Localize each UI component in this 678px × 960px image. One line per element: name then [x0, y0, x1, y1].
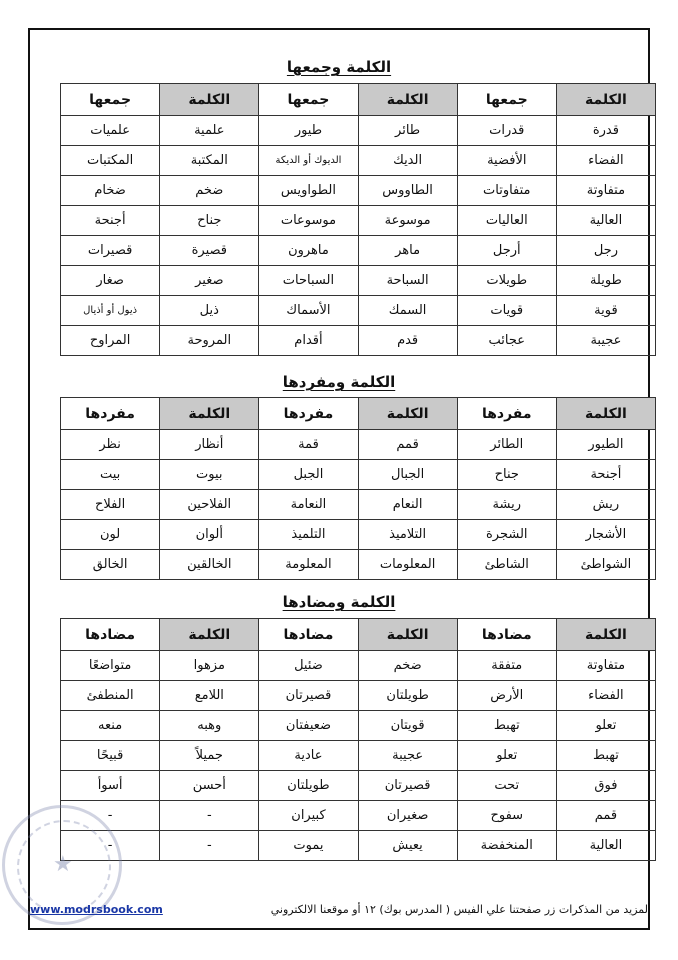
- column-header-answer: جمعها: [457, 84, 556, 116]
- word-cell: موسوعة: [358, 206, 457, 236]
- footer-text: لمزيد من المذكرات زر صفحتنا علي الفيس ( المدرس بوك) ١٢ أو موقعنا الالكتروني: [270, 903, 648, 916]
- word-cell: قمم: [358, 430, 457, 460]
- word-cell: قدرة: [556, 116, 655, 146]
- word-cell: السباحة: [358, 266, 457, 296]
- word-cell: أجنحة: [556, 460, 655, 490]
- watermark-star-icon: ★: [53, 852, 73, 877]
- singulars-table: [60, 397, 656, 580]
- answer-cell: نظر: [61, 430, 160, 460]
- column-header-word: الكلمة: [556, 398, 655, 430]
- word-cell: الطيور: [556, 430, 655, 460]
- header-row: [61, 84, 656, 116]
- column-header-answer: مفردها: [457, 398, 556, 430]
- answer-cell: كبيران: [259, 801, 358, 831]
- word-cell: رجل: [556, 236, 655, 266]
- word-cell: الديك: [358, 146, 457, 176]
- word-cell: عجيبة: [358, 741, 457, 771]
- column-header-answer: مفردها: [61, 398, 160, 430]
- answer-cell: طيور: [259, 116, 358, 146]
- answer-cell: قصيرات: [61, 236, 160, 266]
- table-row: [61, 326, 656, 356]
- answer-cell: -: [61, 831, 160, 861]
- answer-cell: السباحات: [259, 266, 358, 296]
- word-cell: -: [160, 801, 259, 831]
- table-row: [61, 550, 656, 580]
- table-row: [61, 520, 656, 550]
- column-header-word: الكلمة: [160, 398, 259, 430]
- word-cell: طائر: [358, 116, 457, 146]
- answer-cell: صغار: [61, 266, 160, 296]
- answer-cell: متواضعًا: [61, 651, 160, 681]
- word-cell: قصيرتان: [358, 771, 457, 801]
- column-header-word: الكلمة: [358, 398, 457, 430]
- column-header-word: الكلمة: [358, 84, 457, 116]
- answer-cell: الطواويس: [259, 176, 358, 206]
- section-title-antonyms: الكلمة ومضادها: [282, 593, 396, 611]
- word-cell: الطاووس: [358, 176, 457, 206]
- answer-cell: متفقة: [457, 651, 556, 681]
- word-cell: قمم: [556, 801, 655, 831]
- word-cell: الشواطئ: [556, 550, 655, 580]
- word-cell: علمية: [160, 116, 259, 146]
- word-cell: التلاميذ: [358, 520, 457, 550]
- table-row: [61, 146, 656, 176]
- answer-cell: قصيرتان: [259, 681, 358, 711]
- answer-cell: الأرض: [457, 681, 556, 711]
- header-row: [61, 619, 656, 651]
- answer-cell: الشجرة: [457, 520, 556, 550]
- table-row: [61, 651, 656, 681]
- word-cell: الفلاحين: [160, 490, 259, 520]
- word-cell: قويتان: [358, 711, 457, 741]
- table-row: [61, 681, 656, 711]
- word-cell: أحسن: [160, 771, 259, 801]
- answer-cell: المنطفئ: [61, 681, 160, 711]
- answer-cell: الفلاح: [61, 490, 160, 520]
- column-header-answer: مضادها: [259, 619, 358, 651]
- answer-cell: أجنحة: [61, 206, 160, 236]
- answer-cell: العاليات: [457, 206, 556, 236]
- table-row: [61, 206, 656, 236]
- column-header-word: الكلمة: [358, 619, 457, 651]
- table-row: [61, 430, 656, 460]
- section-title-plurals: الكلمة وجمعها: [286, 58, 392, 76]
- answer-cell: لون: [61, 520, 160, 550]
- column-header-word: الكلمة: [556, 619, 655, 651]
- table-row: [61, 176, 656, 206]
- column-header-word: الكلمة: [556, 84, 655, 116]
- word-cell: متفاوتة: [556, 651, 655, 681]
- answer-cell: التلميذ: [259, 520, 358, 550]
- answer-cell: الشاطئ: [457, 550, 556, 580]
- word-cell: تهبط: [556, 741, 655, 771]
- answer-cell: أقدام: [259, 326, 358, 356]
- plurals-table: [60, 83, 656, 356]
- word-cell: بيوت: [160, 460, 259, 490]
- answer-cell: قبيحًا: [61, 741, 160, 771]
- answer-cell: علميات: [61, 116, 160, 146]
- table-row: [61, 711, 656, 741]
- answer-cell: ضعيفتان: [259, 711, 358, 741]
- answer-cell: الخالق: [61, 550, 160, 580]
- answer-cell: قدرات: [457, 116, 556, 146]
- antonyms-table: [60, 618, 656, 861]
- word-cell: الأشجار: [556, 520, 655, 550]
- answer-cell: الأسماك: [259, 296, 358, 326]
- word-cell: يعيش: [358, 831, 457, 861]
- answer-cell: عجائب: [457, 326, 556, 356]
- word-cell: ماهر: [358, 236, 457, 266]
- table-row: [61, 741, 656, 771]
- column-header-answer: مضادها: [457, 619, 556, 651]
- answer-cell: ماهرون: [259, 236, 358, 266]
- footer: [30, 903, 648, 916]
- word-cell: فوق: [556, 771, 655, 801]
- answer-cell: ضخام: [61, 176, 160, 206]
- table-row: [61, 116, 656, 146]
- word-cell: الفضاء: [556, 146, 655, 176]
- word-cell: قوية: [556, 296, 655, 326]
- answer-cell: أسوأ: [61, 771, 160, 801]
- word-cell: متفاوتة: [556, 176, 655, 206]
- answer-cell: الجبل: [259, 460, 358, 490]
- word-cell: صغيران: [358, 801, 457, 831]
- word-cell: قدم: [358, 326, 457, 356]
- word-cell: المروحة: [160, 326, 259, 356]
- answer-cell: منعه: [61, 711, 160, 741]
- table-row: [61, 831, 656, 861]
- website-link[interactable]: www.modrsbook.com: [30, 903, 163, 916]
- word-cell: طويلتان: [358, 681, 457, 711]
- word-cell: جميلاً: [160, 741, 259, 771]
- word-cell: اللامع: [160, 681, 259, 711]
- word-cell: مزهوا: [160, 651, 259, 681]
- column-header-word: الكلمة: [160, 84, 259, 116]
- word-cell: وهبه: [160, 711, 259, 741]
- page-frame: [28, 28, 650, 930]
- word-cell: المكتبة: [160, 146, 259, 176]
- answer-cell: الديوك أو الديكة: [259, 146, 358, 176]
- answer-cell: المراوح: [61, 326, 160, 356]
- answer-cell: تعلو: [457, 741, 556, 771]
- word-cell: طويلة: [556, 266, 655, 296]
- table-row: [61, 236, 656, 266]
- answer-cell: -: [61, 801, 160, 831]
- table-row: [61, 460, 656, 490]
- word-cell: قصيرة: [160, 236, 259, 266]
- answer-cell: قمة: [259, 430, 358, 460]
- answer-cell: قويات: [457, 296, 556, 326]
- word-cell: العالية: [556, 831, 655, 861]
- table-row: [61, 490, 656, 520]
- word-cell: تعلو: [556, 711, 655, 741]
- table-row: [61, 801, 656, 831]
- answer-cell: موسوعات: [259, 206, 358, 236]
- answer-cell: بيت: [61, 460, 160, 490]
- word-cell: ريش: [556, 490, 655, 520]
- answer-cell: طويلات: [457, 266, 556, 296]
- word-cell: العالية: [556, 206, 655, 236]
- column-header-word: الكلمة: [160, 619, 259, 651]
- answer-cell: الطائر: [457, 430, 556, 460]
- answer-cell: تحت: [457, 771, 556, 801]
- column-header-answer: مضادها: [61, 619, 160, 651]
- word-cell: الخالقين: [160, 550, 259, 580]
- word-cell: النعام: [358, 490, 457, 520]
- answer-cell: سفوح: [457, 801, 556, 831]
- answer-cell: جناح: [457, 460, 556, 490]
- answer-cell: الأفضية: [457, 146, 556, 176]
- column-header-answer: جمعها: [259, 84, 358, 116]
- word-cell: المعلومات: [358, 550, 457, 580]
- section-title-singulars: الكلمة ومفردها: [282, 373, 396, 391]
- column-header-answer: جمعها: [61, 84, 160, 116]
- answer-cell: المنخفضة: [457, 831, 556, 861]
- word-cell: عجيبة: [556, 326, 655, 356]
- word-cell: السمك: [358, 296, 457, 326]
- answer-cell: يموت: [259, 831, 358, 861]
- answer-cell: أرجل: [457, 236, 556, 266]
- column-header-answer: مفردها: [259, 398, 358, 430]
- answer-cell: ضئيل: [259, 651, 358, 681]
- answer-cell: متفاوتات: [457, 176, 556, 206]
- word-cell: جناح: [160, 206, 259, 236]
- answer-cell: النعامة: [259, 490, 358, 520]
- word-cell: الجبال: [358, 460, 457, 490]
- answer-cell: المعلومة: [259, 550, 358, 580]
- word-cell: ضخم: [160, 176, 259, 206]
- answer-cell: عادية: [259, 741, 358, 771]
- answer-cell: ريشة: [457, 490, 556, 520]
- word-cell: -: [160, 831, 259, 861]
- word-cell: ذيل: [160, 296, 259, 326]
- table-row: [61, 771, 656, 801]
- answer-cell: طويلتان: [259, 771, 358, 801]
- table-row: [61, 296, 656, 326]
- table-row: [61, 266, 656, 296]
- word-cell: ألوان: [160, 520, 259, 550]
- word-cell: صغير: [160, 266, 259, 296]
- answer-cell: ذيول أو أذيال: [61, 296, 160, 326]
- word-cell: أنظار: [160, 430, 259, 460]
- word-cell: ضخم: [358, 651, 457, 681]
- header-row: [61, 398, 656, 430]
- answer-cell: تهبط: [457, 711, 556, 741]
- answer-cell: المكتبات: [61, 146, 160, 176]
- word-cell: الفضاء: [556, 681, 655, 711]
